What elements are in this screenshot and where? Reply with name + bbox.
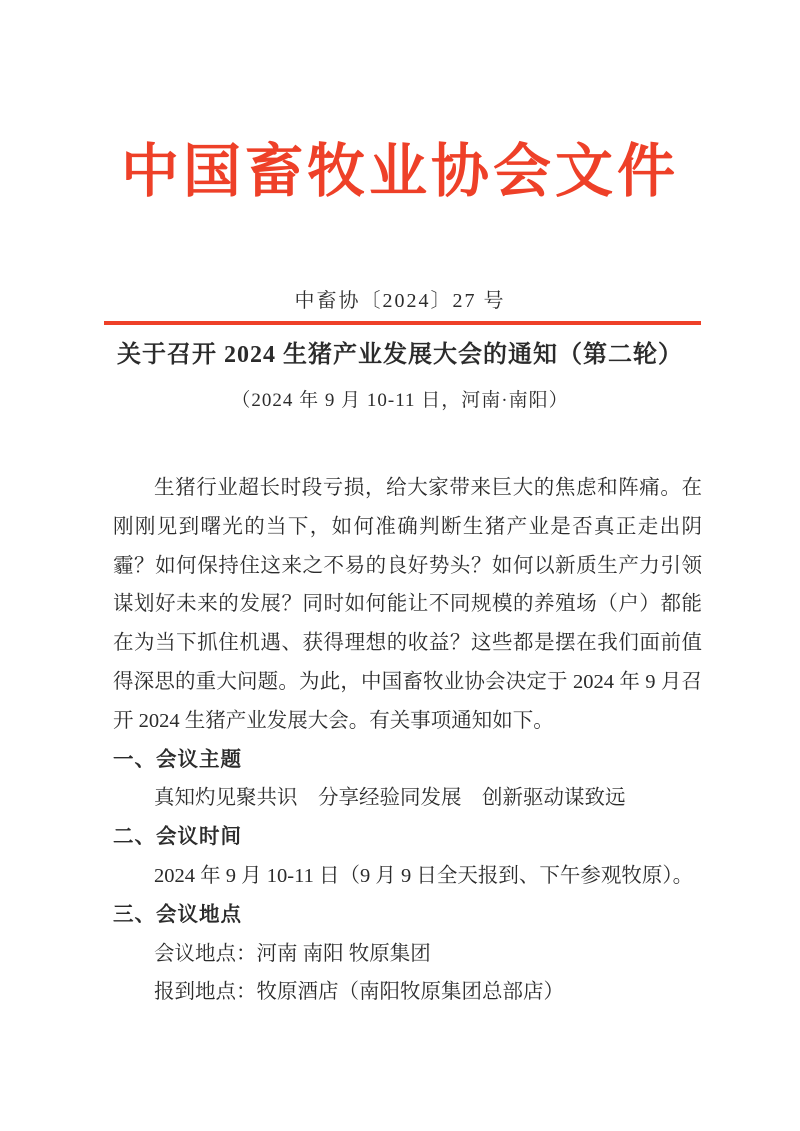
- section-heading-meeting-time: 二、会议时间: [113, 825, 242, 849]
- letterhead-title: 中国畜牧业协会文件: [120, 139, 679, 204]
- document-title: 关于召开 2024 生猪产业发展大会的通知（第二轮）: [117, 342, 683, 368]
- meeting-time-text: 2024 年 9 月 10-11 日（9 月 9 日全天报到、下午参观牧原）。: [154, 864, 694, 887]
- meeting-theme-text: 真知灼见聚共识 分享经验同发展 创新驱动谋致远: [154, 787, 626, 810]
- document-subtitle: （2024 年 9 月 10-11 日，河南·南阳）: [231, 390, 569, 411]
- section-heading-meeting-venue: 三、会议地点: [113, 902, 242, 926]
- document-number: 中畜协〔2024〕27 号: [294, 290, 506, 312]
- meeting-venue-text: 会议地点：河南 南阳 牧原集团: [154, 942, 431, 965]
- red-divider-line: [104, 321, 701, 325]
- document-body: [113, 469, 702, 1012]
- section-heading-meeting-theme: 一、会议主题: [113, 747, 242, 771]
- intro-paragraph: 生猪行业超长时段亏损，给大家带来巨大的焦虑和阵痛。在刚刚见到曙光的当下，如何准确判断生猪产业是否真正走出阴霾？如何保持住这来之不易的良好势头？如何以新质生产力引领谋划好未来的发展？同时如何能让不同规模的养殖场（户）都能在为当下抓住机遇、获得理想的收益？这些都是摆在我们面前值得深思的重大问题。为此，中国畜牧业协会决定于 2024 年 9 月召开 2024 生猪产业发展大会。有关事项通知如下。: [113, 477, 702, 732]
- checkin-venue-text: 报到地点：牧原酒店（南阳牧原集团总部店）: [154, 981, 564, 1004]
